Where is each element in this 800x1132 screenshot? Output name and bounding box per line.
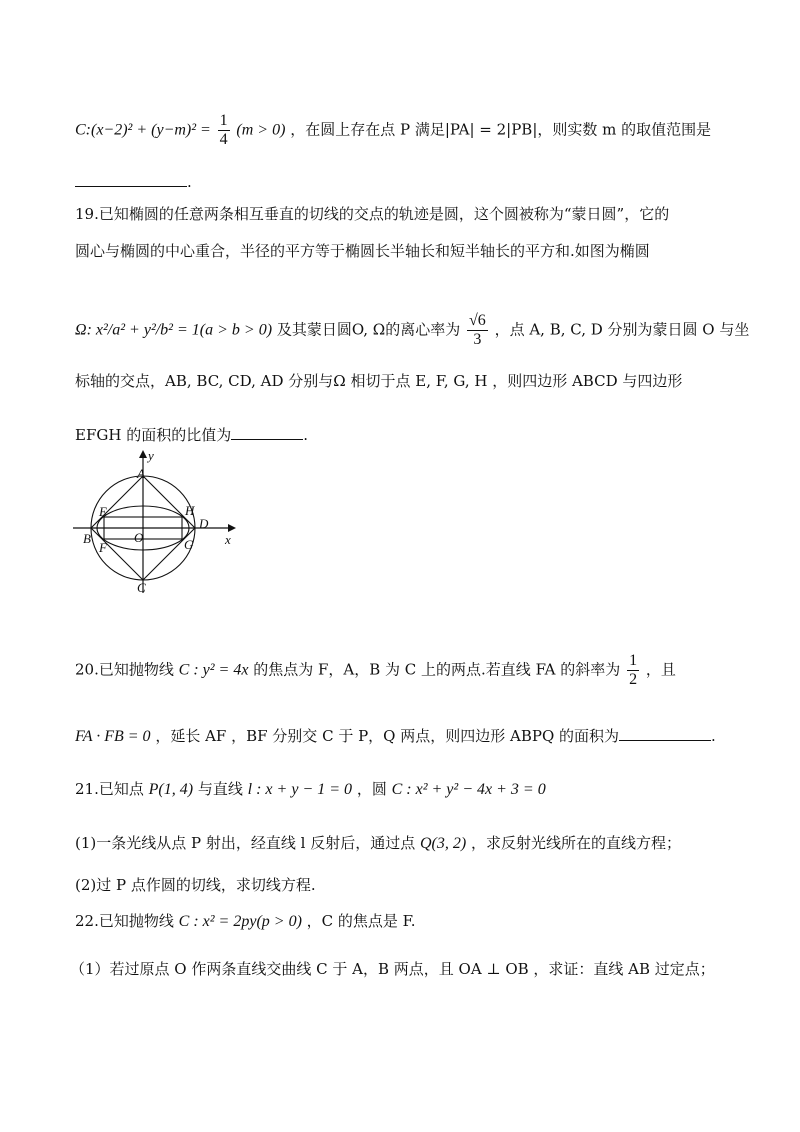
q18-condition-line <box>75 112 711 149</box>
label-o: O <box>134 530 144 545</box>
q20-parabola: C : y² = 4x <box>178 661 249 679</box>
q21-point-q: Q(3, 2) <box>420 835 467 852</box>
label-b: B <box>83 531 91 546</box>
q21-part-2: (2)过 P 点作圆的切线，求切线方程. <box>75 876 316 894</box>
q19-line-4: 标轴的交点，AB, BC, CD, AD 分别与Ω 相切于点 E, F, G, H ，则四边形 ABCD 与四边形 <box>75 372 683 390</box>
q20-answer-blank[interactable] <box>619 724 711 741</box>
q21-point-p: P(1, 4) <box>148 781 194 798</box>
q21-line-l: l : x + y − 1 = 0 <box>247 781 353 798</box>
q21-circle-c: C : x² + y² − 4x + 3 = 0 <box>391 781 546 798</box>
q22-parabola: C : x² = 2py(p > 0) <box>178 913 302 930</box>
label-a: A <box>137 466 145 481</box>
monge-circle-figure <box>68 448 238 598</box>
label-e: E <box>99 504 107 519</box>
q22-part-1: （1）若过原点 O 作两条直线交曲线 C 于 A，B 两点，且 OA ⊥ OB ，求证：直线 AB 过定点； <box>70 960 715 978</box>
label-y: y <box>148 448 154 463</box>
q21-part-1: (1)一条光线从点 P 射出，经直线 l 反射后，通过点 Q(3, 2) ，求反射光线所在的直线方程； <box>75 834 682 852</box>
q18-answer-line: . <box>75 170 192 193</box>
q20-dot-product: FA · FB = 0 <box>75 728 151 745</box>
q18-condition: (m > 0) <box>236 121 286 139</box>
q18-answer-blank[interactable] <box>75 170 187 187</box>
label-c: C <box>137 580 146 595</box>
q19-line-1: 19.已知椭圆的任意两条相互垂直的切线的交点的轨迹是圆，这个圆被称为“蒙日圆”，它的 <box>75 205 670 223</box>
q19-answer-blank[interactable] <box>231 423 303 440</box>
q20-line-1: 20.已知抛物线 C : y² = 4x 的焦点为 F，A，B 为 C 上的两点.若直线 FA 的斜率为 $\frac{1}{2}$ ，且 <box>75 652 676 688</box>
q18-circle-equation: C:(x−2)² + (y−m)² = <box>75 121 211 139</box>
q18-fraction: $\frac{1}{4}$ <box>219 112 228 148</box>
label-f: F <box>99 540 107 555</box>
x-axis-arrow <box>228 524 236 532</box>
y-axis-arrow <box>139 450 147 458</box>
q22-line-1: 22.已知抛物线 C : x² = 2py(p > 0) ，C 的焦点是 F. <box>75 912 416 930</box>
q19-line-5: EFGH 的面积的比值为 . <box>75 423 308 446</box>
q19-ellipse-equation: Ω: x²/a² + y²/b² = 1(a > b > 0) <box>75 321 273 339</box>
q19-line-3: Ω: x²/a² + y²/b² = 1(a > b > 0) 及其蒙日圆O, Ω的离心率为 $\frac{√6}{3}$ ，点 A, B, C, D 分别为蒙日圆 O 与坐 <box>75 312 750 348</box>
label-d: D <box>199 516 209 531</box>
label-h: H <box>185 503 195 518</box>
label-x: x <box>225 532 231 547</box>
q20-line-2: FA · FB = 0 ，延长 AF ，BF 分别交 C 于 P，Q 两点，则四边形 ABPQ 的面积为 . <box>75 724 716 748</box>
q21-line-1: 21.已知点 P(1, 4) 与直线 l : x + y − 1 = 0 ，圆 C : x² + y² − 4x + 3 = 0 <box>75 780 546 798</box>
q19-line-2: 圆心与椭圆的中心重合，半径的平方等于椭圆长半轴长和短半轴长的平方和.如图为椭圆 <box>75 242 650 260</box>
q18-text: ，在圆上存在点 P 满足|PA| = 2|PB|，则实数 m 的取值范围是 <box>290 120 712 139</box>
q20-slope: $\frac{1}{2}$ <box>629 652 638 688</box>
q19-eccentricity: $\frac{√6}{3}$ <box>469 312 486 348</box>
label-g: G <box>184 537 194 552</box>
